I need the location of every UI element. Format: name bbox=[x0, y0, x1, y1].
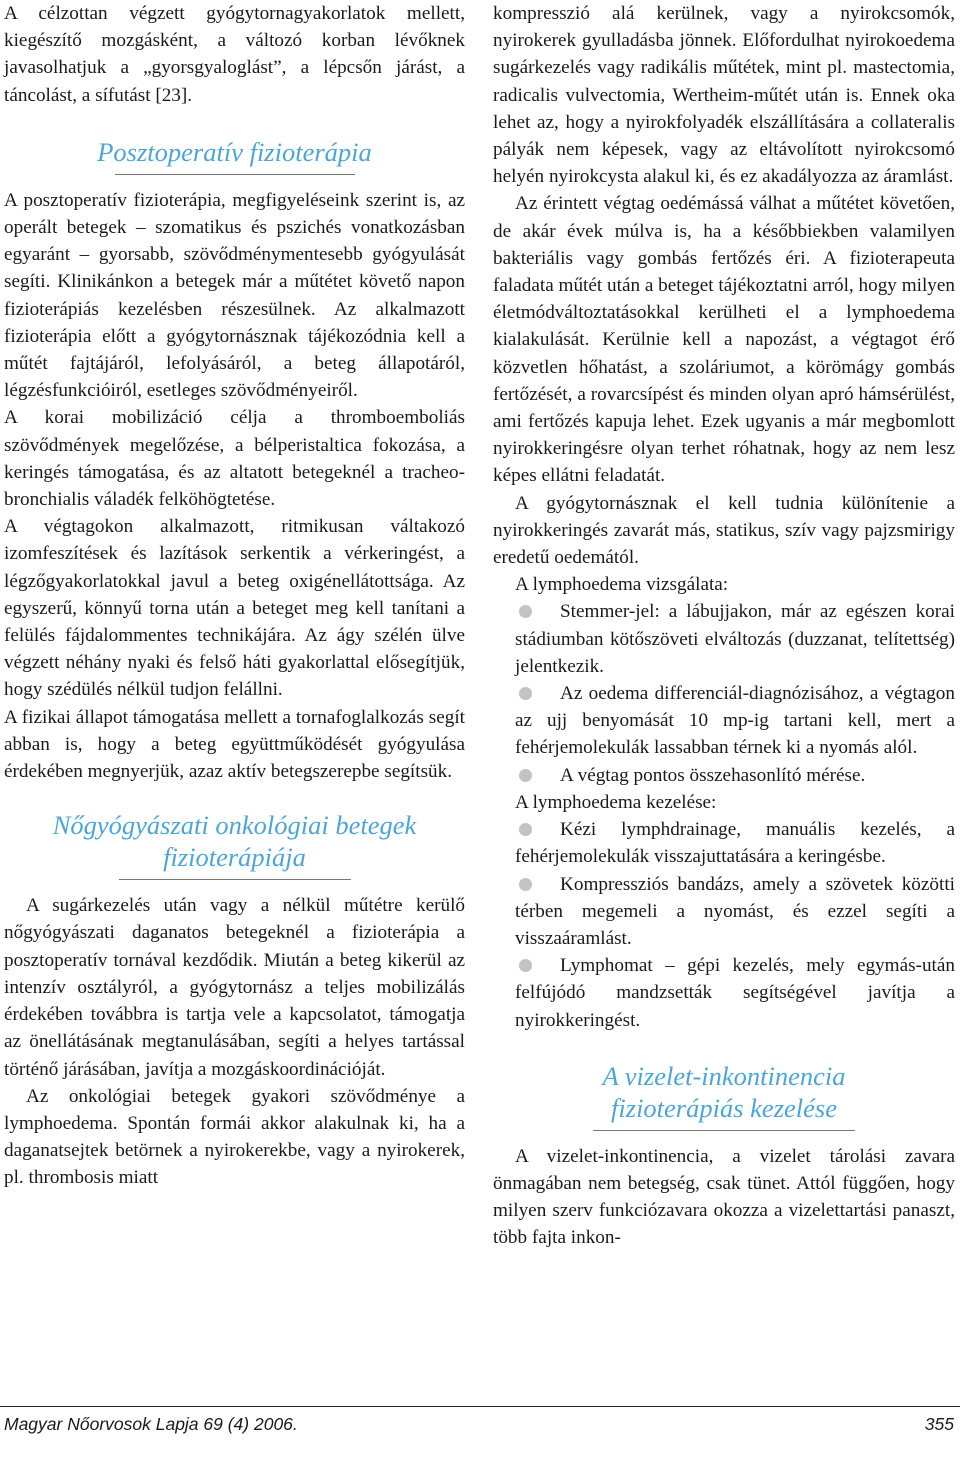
bullet-icon bbox=[519, 959, 532, 972]
paragraph: A végtagokon alkalmazott, ritmikusan váltakozó izomfeszítések és lazítások serkentik a vérkeringést, a légzőgyakorlatokkal javul a beteg oxigénellátottsága. Az egyszerű, könnyű torna után a beteget meg kell tanítani a felülés fájdalommentes technikájára. Az ágy szélén ülve végzett néhány nyaki és felső háti gyakorlattal elősegítjük, hogy szédülés nélkül tudjon felállni. bbox=[4, 516, 465, 701]
list-item: Stemmer-jel: a lábujjakon, már az egészen korai stádiumban kötőszöveti elváltozás (duzzanat, telítettség) jelentkezik. bbox=[515, 601, 955, 677]
paragraph: kompresszió alá kerülnek, vagy a nyirokcsomók, nyirokerek gyulladásba jönnek. Előfordulhat nyirokoedema sugárkezelés vagy radikális műtétek, mint pl. mastectomia, radicalis vulvectomia, Wertheim-műtét után is. Ennek oka lehet az, hogy a nyirokfolyadék elszállítására a collateralis pályák nem képesek, vagy az eltávolított nyirokcsomó helyén nyirokcysta alakul ki, és ez akadályozza az áramlást. bbox=[493, 3, 955, 188]
paragraph: Az onkológiai betegek gyakori szövődménye a lymphoedema. Spontán formái akkor alakulnak ki, ha a daganatsejtek betörnek a nyirokerekbe, vagy a nyirokerek, pl. thrombosis miatt bbox=[4, 1085, 465, 1189]
bullet-icon bbox=[519, 605, 532, 618]
paragraph: A fizikai állapot támogatása mellett a tornafoglalkozás segít abban is, hogy a beteg együttműködését gyógyulása érdekében megnyerjük, azaz aktív betegszerepbe segítsük. bbox=[4, 706, 465, 783]
heading-line-1: A vizelet-inkontinencia bbox=[602, 1060, 846, 1091]
paragraph: Az érintett végtag oedémássá válhat a műtétet követően, de akár évek múlva is, ha a későbbiekben valamilyen bakteriális vagy gombás fertőzés éri. A fizioterapeuta faladata műtét után a beteget tájékoztatni arról, hogy milyen életmódváltoztatásokkal kerülheti el a lymphoedema kialakulását. Kerülnie kell a napozást, a végtagot érő közvetlen hőhatást, a szoláriumot, a körömágy gombás fertőzését, a rovarcsípést és minden olyan apró hámsérülést, ami fertőzés kapuja lehet. Ezek ugyanis a már megbomlott nyirokkeringésre olyan terhet róhatnak, hogy az nem lesz képes ellátni feladatát. bbox=[493, 193, 955, 487]
paragraph: A lymphoedema kezelése: bbox=[515, 791, 717, 813]
list-item: Lymphomat – gépi kezelés, mely egymás-után felfújódó mandzsetták segítségével javítja a nyirokkeringést. bbox=[515, 955, 955, 1031]
paragraph: A vizelet-inkontinencia, a vizelet tárolási zavara önmagában nem betegség, csak tünet. Attól függően, hogy milyen szerv funkciózavara okozza a vizelettartási panaszt, több fajta inkon- bbox=[493, 1145, 955, 1249]
section-heading-postoperative: Posztoperatív fizioterápia bbox=[97, 136, 372, 167]
section-heading-gynecologic-oncology bbox=[4, 809, 465, 873]
bullet-icon bbox=[519, 878, 532, 891]
paragraph: A korai mobilizáció célja a thromboemboliás szövődmények megelőzése, a bélperistaltica fokozása, a keringés támogatása, és az altatott betegeknél a tracheo-bronchialis váladék felköhögtetése. bbox=[4, 407, 465, 511]
paragraph: A lymphoedema vizsgálata: bbox=[515, 574, 729, 596]
heading-line-2: fizioterápiás kezelése bbox=[611, 1092, 837, 1123]
right-column bbox=[493, 0, 955, 1252]
bullet-icon bbox=[519, 769, 532, 782]
page-number: 355 bbox=[924, 1414, 954, 1434]
heading-line-2: fizioterápiája bbox=[163, 842, 306, 873]
bullet-icon bbox=[519, 687, 532, 700]
bullet-icon bbox=[519, 823, 532, 836]
paragraph: A gyógytornásznak el kell tudnia különítenie a nyirokkeringés zavarát más, statikus, szív vagy pajzsmirigy eredetű oedemától. bbox=[493, 492, 955, 569]
list-item: Az oedema differenciál-diagnózisához, a végtagon az ujj benyomását 10 mp-ig tartani kell, mert a fehérjemolekulák lassabban térnek ki a nyomás alól. bbox=[515, 683, 955, 759]
journal-citation: Magyar Nőorvosok Lapja 69 (4) 2006. bbox=[4, 1414, 298, 1434]
paragraph: A posztoperatív fizioterápia, megfigyeléseink szerint is, az operált betegek – szomatikus és pszichés vonatkozásban egyaránt – gyorsabb, szövődménymentesebb gyógyulását segíti. Klinikánkon a betegek már a műtétet követő napon fizioterápiás kezelésben részesülnek. Az alkalmazott fizioterápia előtt a gyógytornásznak tájékozódnia kell a műtét fajtájáról, lefolyásáról, a beteg állapotáról, légzésfunkcióiról, esetleges szövődményeiről. bbox=[4, 189, 465, 402]
list-item: Kompressziós bandázs, amely a szövetek közötti térben megemeli a nyomást, és ezzel segíti a visszaáramlást. bbox=[515, 873, 955, 949]
paragraph: A sugárkezelés után vagy a nélkül műtétre kerülő nőgyógyászati daganatos betegeknél a fizioterápia a posztoperatív tornával kezdődik. Miután a beteg kikerül az intenzív osztályról, a gyógytornász a teljes mobilizálás érdekében továbbra is tartja vele a kapcsolatot, támogatja az önellátásának megtanulásában, segíti a helyes tartással történő járásában, javítja a mozgáskoordinációját. bbox=[4, 895, 465, 1080]
footer-rule bbox=[0, 1406, 960, 1407]
list-item: A végtag pontos összehasonlító mérése. bbox=[493, 762, 955, 789]
intro-paragraph: A célzottan végzett gyógytornagyakorlatok mellett, kiegészítő mozgásként, a változó korban lévőknek javasolhatjuk a „gyorsgyaloglást”, a lépcsőn járást, a táncolást, a sífutást [23]. bbox=[4, 3, 465, 106]
section-heading-urinary-incontinence bbox=[493, 1060, 955, 1124]
left-column bbox=[4, 0, 465, 1192]
heading-line-1: Nőgyógyászati onkológiai betegek bbox=[52, 810, 417, 841]
list-item: Kézi lymphdrainage, manuális kezelés, a fehérjemolekulák visszajuttatására a keringésbe. bbox=[515, 819, 955, 868]
